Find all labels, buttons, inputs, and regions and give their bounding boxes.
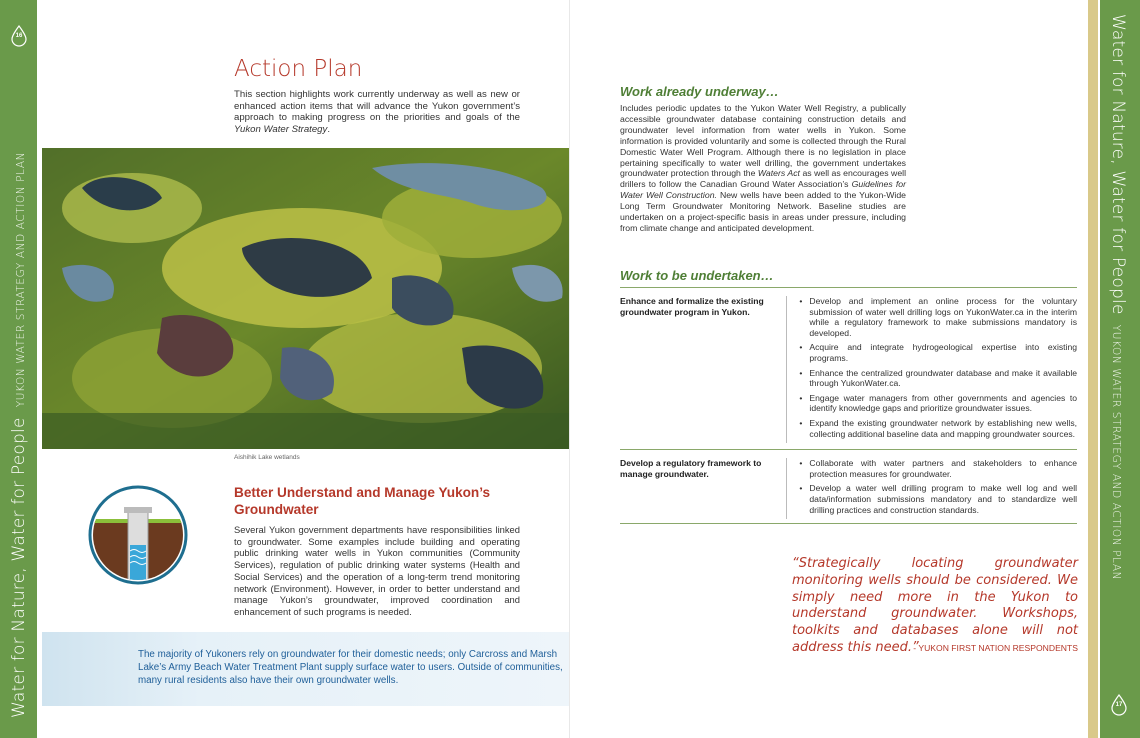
page-fold: [569, 0, 570, 738]
groundwater-well-icon: [88, 485, 188, 585]
action-items: [797, 296, 1077, 443]
groundwater-body: Several Yukon government departments have responsibilities linked to groundwater. Some examples include building and operating public drinking water wells in Yukon communities (Community Services), regulation of public drinking water systems (Health and Social Services) and the operation of a long-term trend monitoring network (Environment). However, in order to better understand and manage Yukon’s groundwater, improved coordination and enhancement of such programs is needed.: [234, 524, 520, 617]
action-item: • Develop and implement an online process for the voluntary submission of water well drilling logs on YukonWater.ca in the interim while a regulatory framework to make submissions mandatory is developed.: [797, 296, 1077, 338]
intro-paragraph: This section highlights work currently underway as well as new or enhanced action items that will advance the Yukon government’s approach to making progress on the priorities and goals of the Yukon Water Strategy.: [234, 89, 520, 136]
undertaken-heading: Work to be undertaken…: [620, 268, 774, 283]
groundwater-subheading: Better Understand and Manage Yukon’s Groundwater: [234, 485, 491, 517]
action-row: [620, 288, 1077, 450]
left-side-title: Water for Nature, Water for People YUKON WATER STRATEGY AND ACTION PLAN: [9, 151, 29, 718]
page-title: Action Plan: [234, 56, 363, 82]
respondent-quote: “Strategically locating groundwater monitoring wells should be considered. We simply need more in the Yukon to understand groundwater. Workshops, toolkits and databases alone will not address this need.”: [792, 556, 1078, 655]
action-item: • Acquire and integrate hydrogeological expertise into existing programs.: [797, 342, 1077, 363]
right-page-number: 17: [1115, 702, 1123, 708]
action-item: • Engage water managers from other governments and agencies to identify knowledge gaps and prioritize groundwater issues.: [797, 393, 1077, 414]
groundwater-callout: [42, 632, 570, 706]
action-item: • Collaborate with water partners and stakeholders to enhance protection measures for groundwater.: [797, 458, 1077, 479]
photo-caption: Aishihik Lake wetlands: [234, 454, 300, 461]
action-label: Enhance and formalize the existing groundwater program in Yukon.: [620, 296, 764, 317]
underway-heading: Work already underway…: [620, 84, 779, 99]
gold-stripe: [1088, 0, 1098, 738]
action-items: [797, 458, 1077, 519]
callout-text: The majority of Yukoners rely on groundwater for their domestic needs; only Carcross and Marsh Lake’s Army Beach Water Treatment Plant supply surface water to users. Outside of communities, many rural residents also have their own groundwater wells.: [138, 649, 563, 686]
underway-text: Includes periodic updates to the Yukon Water Well Registry, a publically accessible groundwater database containing construction details and groundwater level information from water wells in Yukon. Some information is provided voluntarily and some is collected through the Rural Domestic Water Well Program. Although there is no legislation in place pertaining specifically to water well drilling, the government undertakes groundwater protection through the Waters Act as well as encourages well drillers to follow the Canadian Ground Water Association’s Guidelines for Water Well Construction. New wells have been added to the Yukon-Wide Long Term Groundwater Monitoring Network. Baseline studies are undertaken on a project-specific basis in areas under pressure, including from climate change and anticipated development.: [620, 103, 907, 233]
action-table: [620, 287, 1077, 524]
action-item: • Develop a water well drilling program to make well log and well data/information submissions mandatory and to standardize well drilling practices and construction standards.: [797, 483, 1077, 515]
quote-attribution: - YUKON FIRST NATION RESPONDENTS: [913, 643, 1078, 653]
action-item: • Expand the existing groundwater network by establishing new wells, collecting additional baseline data and mapping groundwater sources.: [797, 418, 1077, 439]
action-item: • Enhance the centralized groundwater database and make it available through YukonWater.ca.: [797, 368, 1077, 389]
left-page-number: 16: [15, 33, 23, 39]
aishihik-lake-photo: [42, 148, 570, 449]
action-label: Develop a regulatory framework to manage groundwater.: [620, 458, 762, 479]
right-side-title: Water for Nature, Water for People YUKON WATER STRATEGY AND ACTION PLAN: [1108, 14, 1128, 581]
action-row: [620, 450, 1077, 524]
